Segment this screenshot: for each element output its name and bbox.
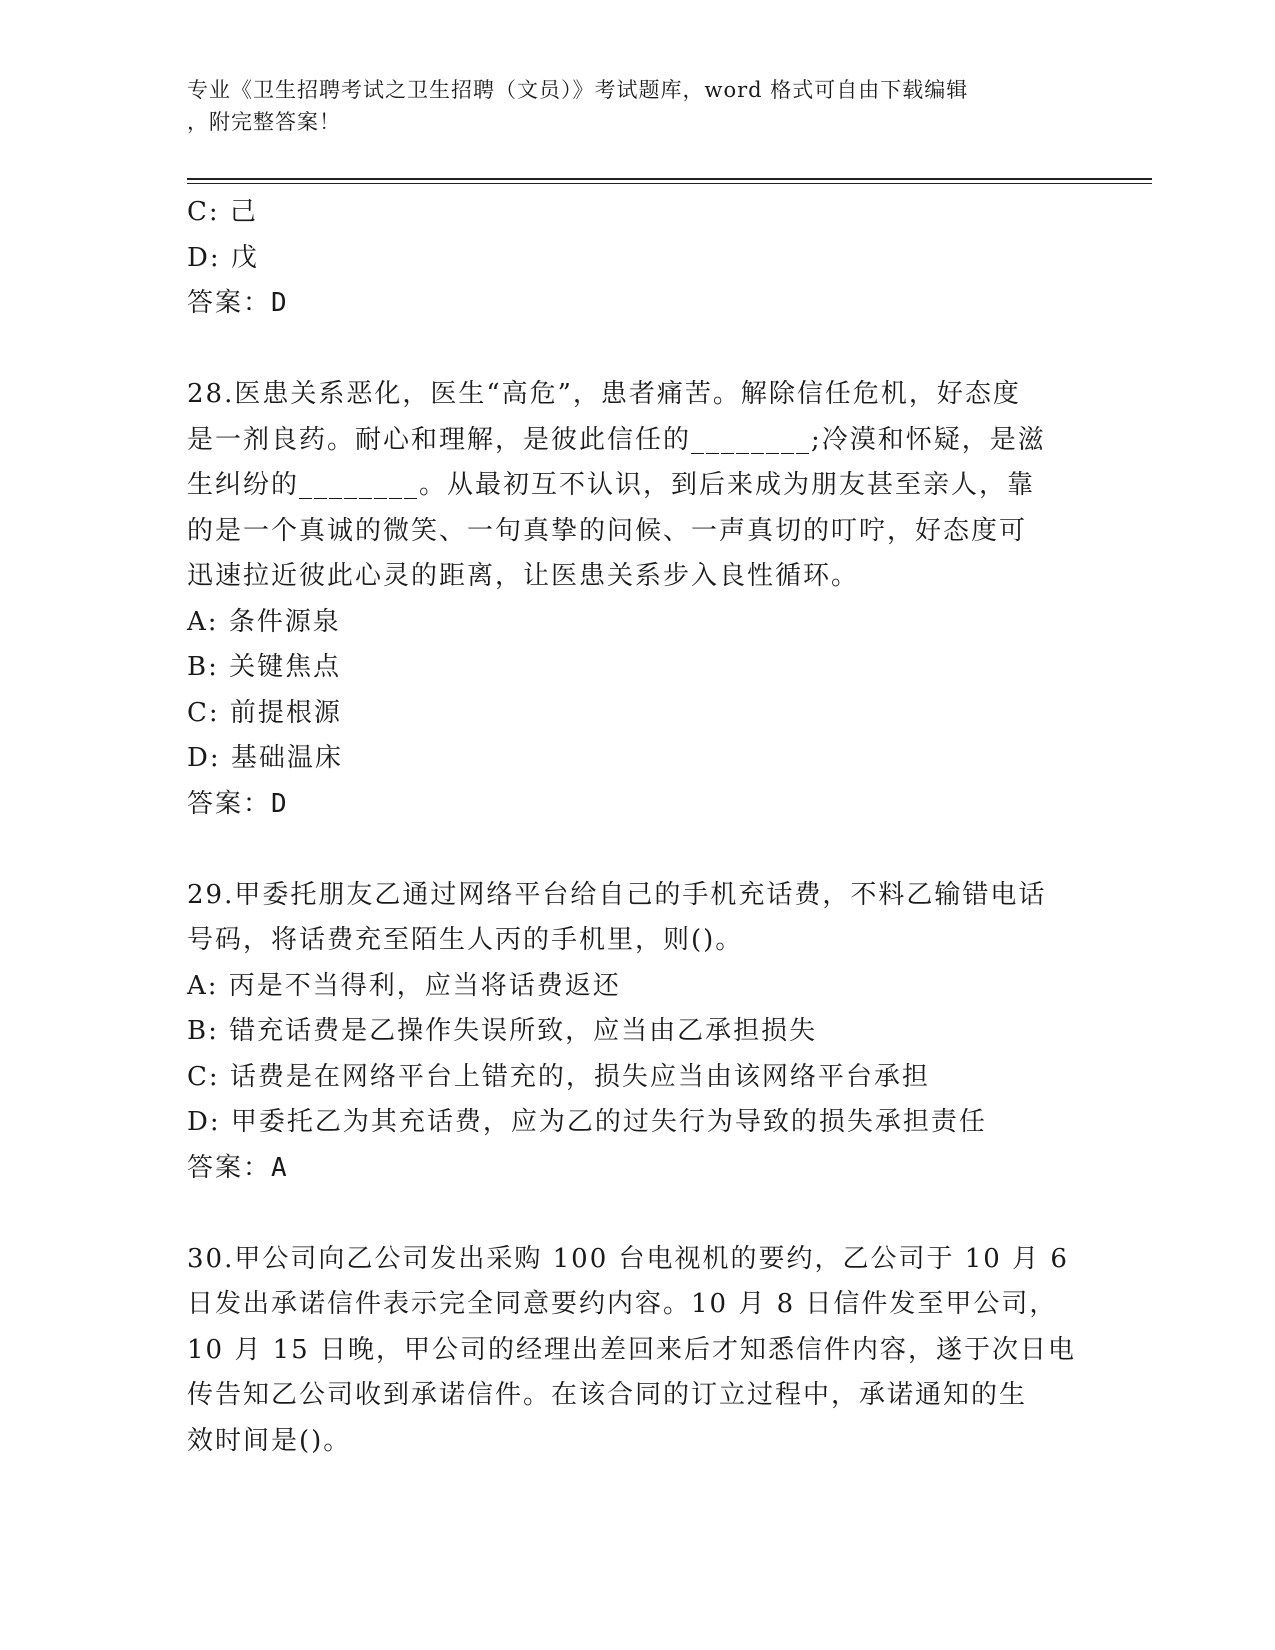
option-b: B: 错充话费是乙操作失误所致，应当由乙承担损失 — [187, 1016, 818, 1046]
option-a: A: 丙是不当得利，应当将话费返还 — [187, 970, 621, 1001]
document-header — [187, 74, 1087, 138]
question-stem-line: 30.甲公司向乙公司发出采购 100 台电视机的要约，乙公司于 10 月 6 — [187, 1243, 1069, 1274]
answer-label: 答案： — [187, 1152, 272, 1183]
question-stem-line: 10 月 15 日晚，甲公司的经理出差回来后才知悉信件内容，遂于次日电 — [187, 1334, 1076, 1365]
option-c: C: 前提根源 — [187, 697, 342, 728]
question-stem-line: 效时间是()。 — [187, 1425, 352, 1456]
option-c: C: 话费是在网络平台上错充的，损失应当由该网络平台承担 — [187, 1061, 930, 1092]
spacer — [187, 327, 1087, 373]
question-stem-line: 是一剂良药。耐心和理解，是彼此信任的________;冷漠和怀疑，是滋 — [187, 424, 1046, 455]
question-28 — [187, 372, 1087, 827]
answer-line — [187, 1146, 1087, 1192]
option-b: B: 关键焦点 — [187, 652, 342, 682]
answer-value: A — [271, 1152, 289, 1183]
answer-line — [187, 281, 1087, 327]
spacer — [187, 827, 1087, 873]
option-d: D: 基础温床 — [187, 743, 343, 773]
spacer — [187, 1191, 1087, 1237]
question-stem-line: 生纠纷的________。从最初互不认识，到后来成为朋友甚至亲人，靠 — [187, 470, 1036, 500]
answer-label: 答案： — [187, 288, 272, 318]
header-line-2: ，附完整答案！ — [187, 110, 341, 134]
option-a: A: 条件源泉 — [187, 606, 341, 637]
question-27-tail — [187, 190, 1087, 327]
answer-line — [187, 782, 1087, 828]
question-stem-line: 传告知乙公司收到承诺信件。在该合同的订立过程中，承诺通知的生 — [187, 1380, 1028, 1410]
header-line-1: 专业《卫生招聘考试之卫生招聘（文员）》考试题库，word 格式可自由下载编辑 — [187, 78, 969, 102]
header-divider-thick — [187, 178, 1152, 180]
question-29 — [187, 873, 1087, 1192]
question-stem-line: 的是一个真诚的微笑、一句真挚的问候、一声真切的叮咛，好态度可 — [187, 515, 1028, 546]
option-d: D: 戊 — [187, 242, 259, 273]
question-stem-line: 号码，将话费充至陌生人丙的手机里，则()。 — [187, 925, 744, 955]
option-c: C: 己 — [187, 197, 258, 227]
question-stem-line: 28.医患关系恶化，医生“高危”，患者痛苦。解除信任危机，好态度 — [187, 379, 1021, 409]
option-d: D: 甲委托乙为其充话费，应为乙的过失行为导致的损失承担责任 — [187, 1107, 987, 1137]
answer-value: D — [271, 788, 289, 819]
answer-label: 答案： — [187, 788, 272, 819]
answer-value: D — [271, 288, 289, 318]
question-stem-line: 迅速拉近彼此心灵的距离，让医患关系步入良性循环。 — [187, 561, 860, 591]
question-stem-line: 日发出承诺信件表示完全同意要约内容。10 月 8 日信件发至甲公司， — [187, 1289, 1058, 1319]
document-body — [187, 190, 1087, 1464]
question-stem-line: 29.甲委托朋友乙通过网络平台给自己的手机充话费，不料乙输错电话 — [187, 879, 1047, 910]
header-divider-thin — [187, 183, 1152, 184]
question-30 — [187, 1237, 1087, 1465]
